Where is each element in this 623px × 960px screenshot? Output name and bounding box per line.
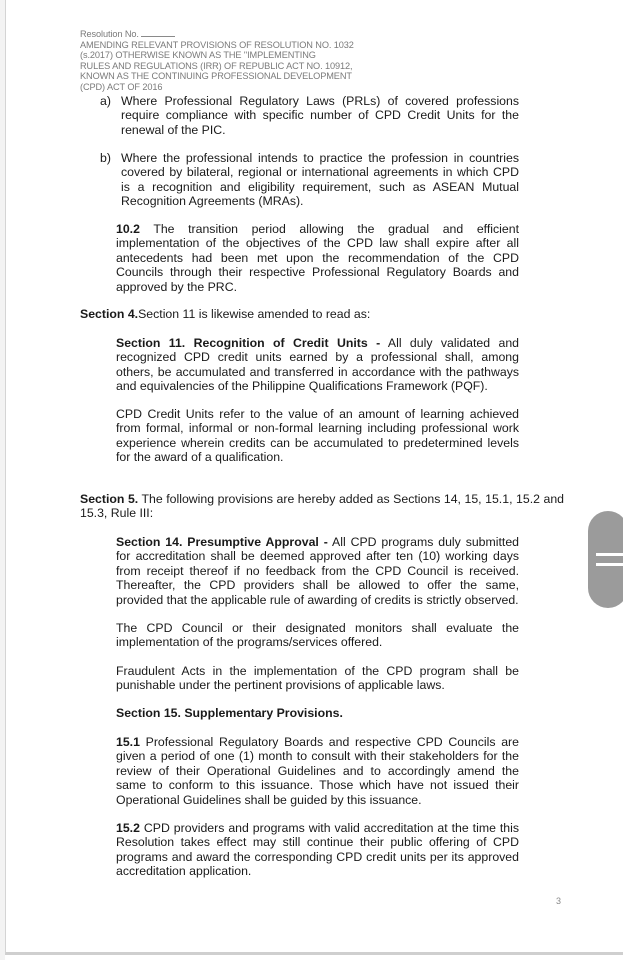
paragraph-15-2 [116,821,519,879]
section-title: Section 15. Supplementary Provisions. [116,706,343,720]
paragraph-15-1 [116,735,519,807]
section-label: Section 4. [80,307,139,321]
list-item-a [100,94,519,137]
section-text: Section 11 is likewise amended to read as: [138,307,371,321]
section-text: All duly validated and recognized CPD credit units earned by a professional shall, among others, be accumulated and transferred in accordance with the pathways and equivalencies of the Philippine Qualifications Framework (PQF). [116,336,520,394]
section-11-definition [116,407,519,465]
paragraph-text: Professional Regulatory Boards and respective CPD Councils are given a period of one (1) month to consult with their stakeholders for the review of their Operational Guidelines and to accordingly amend the same to conform to this issuance. Those which have not issued their Operational Guidelines shall be guided by this issuance. [116,735,519,807]
paragraph-text: The CPD Council or their designated monitors shall evaluate the implementation of the programs/services offered. [116,621,519,650]
header-line: KNOWN AS THE CONTINUING PROFESSIONAL DEVELOPMENT [80,71,352,82]
paragraph-text: CPD Credit Units refer to the value of an amount of learning achieved from formal, informal or non-formal learning including professional work experience wherein credits can be accumulated to predetermined levels for the award of a qualification. [116,407,519,465]
resolution-label: Resolution No. [80,29,139,39]
paragraph-10-2 [116,222,519,294]
paragraph-text: CPD providers and programs with valid accreditation at the time this Resolution takes effect may still continue their public offering of CPD programs and award the corresponding CPD credit units per its approved accreditation application. [116,821,519,879]
list-item-text: Where the professional intends to practice the profession in countries covered by bilateral, regional or international agreements in which CPD is a recognition and eligibility requirement, such as ASEAN Mutual Recognition Agreements (MRAs). [121,151,519,209]
document-page [5,0,623,955]
resolution-number-blank [141,28,175,37]
section-14-paragraph-2 [116,621,519,650]
header-line: RULES AND REGULATIONS (IRR) OF REPUBLIC ACT NO. 10912, [80,60,353,71]
list-item-b [100,151,519,209]
list-item-text: Where Professional Regulatory Laws (PRLs) of covered professions require compliance with specific number of CPD Credit Units for the renewal of the PIC. [121,94,519,137]
section-15-title [116,706,519,720]
section-14-paragraph-3 [116,664,519,693]
header-line: (s.2017) OTHERWISE KNOWN AS THE "IMPLEMENTING [80,50,316,61]
section-text: All CPD programs duly submitted for accreditation shall be deemed approved after ten (10) working days from receipt thereof if no feedback from the CPD Council is received. Thereafter, the CPD providers shall be allowed to offer the same, provided that the applicable rule of awarding of credits is strictly observed. [116,535,520,607]
header-line: (CPD) ACT OF 2016 [80,81,163,92]
header-line: AMENDING RELEVANT PROVISIONS OF RESOLUTION NO. 1032 [80,39,354,50]
section-14 [116,535,519,607]
scroll-handle[interactable] [588,511,623,608]
paragraph-number: 10.2 [116,222,140,236]
section-title: Section 11. Recognition of Credit Units - [116,336,381,350]
list-marker: b) [100,151,111,165]
paragraph-text: Fraudulent Acts in the implementation of the CPD program shall be punishable under the pertinent provisions of applicable laws. [116,664,519,693]
resolution-number-line [80,28,380,40]
section-5 [80,492,564,521]
list-marker: a) [100,94,111,108]
section-label: Section 5. [80,492,139,506]
section-4 [80,307,540,321]
page-number: 3 [556,896,562,906]
document-header [80,28,380,93]
section-text: The following provisions are hereby added as Sections 14, 15, 15.1, 15.2 and 15.3, Rule III: [80,492,564,521]
paragraph-number: 15.2 [116,821,140,835]
paragraph-number: 15.1 [116,735,140,749]
paragraph-text: The transition period allowing the gradual and efficient implementation of the objectives of the CPD law shall expire after all antecedents had been met upon the recommendation of the CPD Councils through their respective Professional Regulatory Boards and approved by the PRC. [116,222,519,294]
section-title: Section 14. Presumptive Approval - [116,535,328,549]
section-11 [116,336,519,394]
